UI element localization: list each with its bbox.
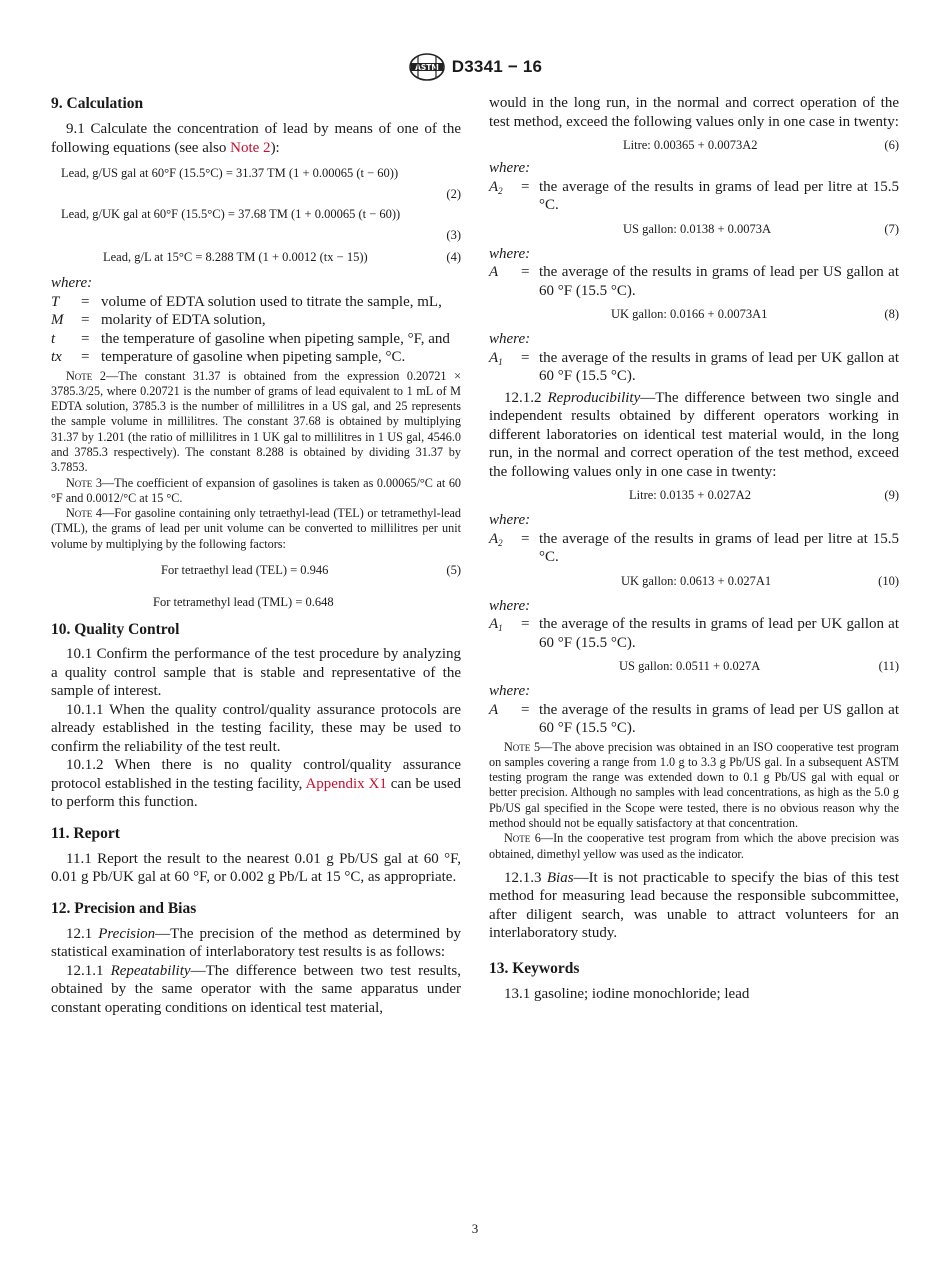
note-6: Note 6—In the cooperative test program from which the above precision was obtained, dimethyl yellow was used as the indicator. (489, 831, 899, 861)
paragraph-12-1-1-continued: would in the long run, in the normal and correct operation of the test method, exceed the following values only in one case in twenty: (489, 95, 899, 130)
equation-3: Lead, g/UK gal at 60°F (15.5°C) = 37.68 TM (1 + 0.00065 (t − 60)) (61, 207, 401, 221)
equation-8: UK gallon: 0.0166 + 0.0073A1 (8) (611, 307, 899, 321)
section-9-title: 9. Calculation (51, 95, 144, 112)
paragraph-12-1-1: 12.1.1 Repeatability—The difference between two test results, obtained by the same operator with the same apparatus under constant operating conditions on identical test material, (51, 962, 461, 1016)
note-3: Note 3—The coefficient of expansion of gasolines is taken as 0.00065/°C at 60 °F and 0.0012/°C at 15 °C. (51, 475, 462, 505)
section-12-title: 12. Precision and Bias (51, 899, 197, 917)
where-label: where: (489, 331, 531, 347)
equation-10: UK gallon: 0.0613 + 0.027A1 (10) (621, 573, 899, 588)
note-2: Note 2—The constant 31.37 is obtained from the expression 0.20721 × 3785.3/25, where 0.20721 is the number of grams of lead equivalent to 1 mL of M EDTA solution, 3785.3 is the number of millilitres in a US gal, and 25 represents the sample volume in millilitres. The constant 37.68 is obtained by multiplying 31.37 by 1.201 (the ratio of millilitres in 1 UK gal to millilitres in 1 US gal, 4546.0 and 3785.3 respectively). The constant 8.288 is obtained by dividing 31.37 by 3.7853. (51, 368, 461, 475)
equation-7: US gallon: 0.0138 + 0.0073A (7) (623, 221, 899, 236)
page-header (0, 52, 950, 88)
definition-tx: tx = temperature of gasoline when pipeting sample, °C. (51, 349, 406, 365)
equation-5b: For tetramethyl lead (TML) = 0.648 (153, 595, 334, 610)
section-11-title: 11. Report (51, 824, 120, 842)
definition-A1: $A_1$ = the average of the results in grams of lead per UK gallon at 60 °F (15.5 °C). (489, 616, 899, 651)
document-designation: D3341 − 16 (451, 57, 543, 76)
equation-6-number: (6) (884, 138, 899, 152)
equation-2-number-row (51, 186, 461, 202)
svg-text:ASTM: ASTM (414, 62, 439, 72)
right-column (489, 94, 899, 1003)
definition-A: A = the average of the results in grams of lead per US gallon at 60 °F (15.5 °C). (489, 264, 899, 299)
equation-2-number: (2) (446, 187, 461, 201)
equation-11-number: (11) (878, 659, 899, 673)
equation-4: Lead, g/L at 15°C = 8.288 TM (1 + 0.0012 (tx − 15)) (4) (103, 250, 461, 264)
paragraph-10-1: 10.1 Confirm the performance of the test procedure by analyzing a quality control sample that is stable and representative of the sample of interest. (51, 646, 461, 700)
equation-3-number-row (51, 227, 461, 243)
definition-A2: $A_2$ = the average of the results in grams of lead per litre at 15.5 °C. (489, 178, 899, 213)
paragraph-12-1-2: 12.1.2 Reproducibility—The difference between two single and independent results obtained by different operators working in different laboratories on identical test material would, in the long run, in the normal and correct operation of the test method, exceed the following values only in one case in twenty: (489, 389, 900, 480)
page-number: 3 (471, 1221, 479, 1236)
paragraph-10-1-1: 10.1.1 When the quality control/quality assurance protocols are already established in the testing facility, these may be used to confirm the reliability of the test reult. (51, 701, 461, 755)
definition-t: t = the temperature of gasoline when pipeting sample, °F, and (51, 330, 450, 347)
equation-3-number: (3) (446, 228, 461, 242)
equation-2: Lead, g/US gal at 60°F (15.5°C) = 31.37 TM (1 + 0.00065 (t − 60)) (61, 166, 399, 180)
where-label: where: (489, 512, 531, 528)
equation-8-number: (8) (884, 307, 899, 321)
equation-7-number: (7) (884, 221, 899, 236)
paragraph-10-1-2: 10.1.2 When there is no quality control/quality assurance protocol established in the testing facility, Appendix X1 can be used to perform this function. (51, 757, 462, 811)
paragraph-12-1: 12.1 Precision—The precision of the method as determined by statistical examination of interlaboratory test results is as follows: (51, 925, 461, 961)
note-4: Note 4—For gasoline containing only tetraethyl-lead (TEL) or tetramethyl-lead (TML), the grams of lead per unit volume can be converted to millilitres per unit volume by multiplying by the following factors: (51, 506, 462, 551)
where-label: where: (489, 683, 531, 699)
equation-9: Litre: 0.0135 + 0.027A2 (9) (629, 488, 899, 502)
equation-11: US gallon: 0.0511 + 0.027A (11) (619, 659, 899, 673)
equation-6: Litre: 0.00365 + 0.0073A2 (6) (623, 138, 899, 152)
section-13-title: 13. Keywords (489, 959, 580, 977)
where-label: where: (489, 245, 531, 262)
equation-9-number: (9) (884, 488, 899, 502)
equation-5: For tetraethyl lead (TEL) = 0.946 (5) (161, 563, 461, 578)
note-5: Note 5—The above precision was obtained in an ISO cooperative test program on samples covering a range from 1.0 g to 3.3 g Pb/US gal. In a subsequent ASTM testing program the range was extended down to 0.1 g Pb/US gal with equal or better precision. Although no samples with lead concentrations, as high as the 5.0 g Pb/US gal specified in the Scope were tested, there is no obvious reason why the method should not be equally satisfactory at that concentration. (489, 739, 900, 830)
equation-4-number: (4) (446, 250, 461, 264)
paragraph-12-1-3: 12.1.3 Bias—It is not practicable to specify the bias of this test method for measuring lead because the responsible subcommittee, after diligent search, was unable to attract volunteers for an interlaboratory study. (489, 869, 900, 942)
equation-5-number: (5) (446, 563, 461, 578)
where-label: where: (489, 160, 531, 176)
definition-A: A = the average of the results in grams of lead per US gallon at 60 °F (15.5 °C). (489, 701, 899, 736)
definition-T: T = volume of EDTA solution used to titrate the sample, mL, (51, 293, 442, 310)
definition-M: M = molarity of EDTA solution, (51, 312, 266, 328)
appendix-x1-link[interactable]: Appendix X1 (305, 775, 387, 792)
left-column (51, 94, 461, 1017)
note-2-link[interactable]: Note 2 (230, 139, 271, 156)
where-label: where: (489, 597, 531, 614)
paragraph-13-1: 13.1 gasoline; iodine monochloride; lead (504, 985, 750, 1002)
paragraph-9-1: 9.1 Calculate the concentration of lead by means of one of the following equations (see also Note 2): (51, 121, 461, 156)
equation-10-number: (10) (878, 573, 899, 588)
definition-A2: $A_2$ = the average of the results in grams of lead per litre at 15.5 °C. (489, 530, 899, 565)
where-label: where: (51, 275, 93, 291)
section-10-title: 10. Quality Control (51, 621, 180, 639)
definition-A1: $A_1$ = the average of the results in grams of lead per UK gallon at 60 °F (15.5 °C). (489, 349, 899, 384)
astm-logo-icon (408, 52, 446, 82)
paragraph-11-1: 11.1 Report the result to the nearest 0.01 g Pb/US gal at 60 °F, 0.01 g Pb/UK gal at 60 °F, or 0.002 g Pb/L at 15 °C, as appropriate. (51, 850, 461, 886)
